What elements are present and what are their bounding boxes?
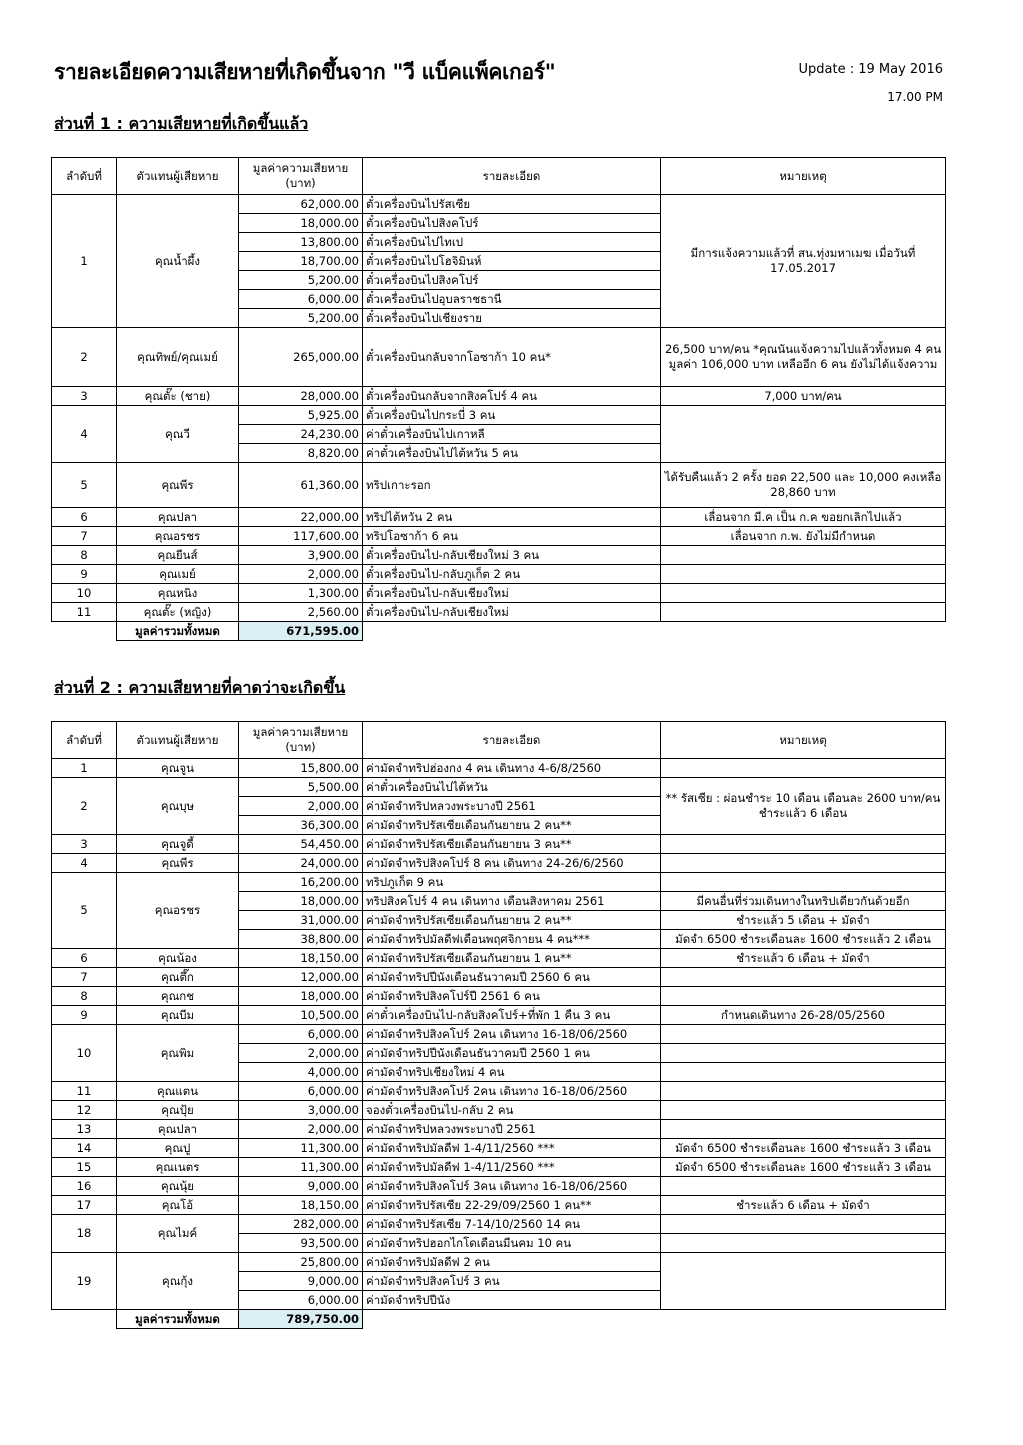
section-1-title: ส่วนที่ 1 : ความเสียหายที่เกิดขึ้นแล้ว [54, 114, 309, 133]
row-number: 17 [52, 1196, 117, 1215]
loss-detail: ค่าตั๋วเครื่องบินไปไต้หวัน [363, 778, 661, 797]
loss-value: 12,000.00 [239, 968, 363, 987]
table-row [52, 1215, 946, 1234]
loss-detail: ตั๋วเครื่องบินไปโฮจิมินห์ [363, 252, 661, 271]
loss-detail: ค่ามัดจำทริปมัลดีฟเดือนพฤศจิกายน 4 คน*** [363, 930, 661, 949]
loss-detail: ทริปภูเก็ต 9 คน [363, 873, 661, 892]
victim-name: คุณเมย์ [117, 565, 239, 584]
empty-cell [52, 1310, 117, 1329]
total-value: 671,595.00 [239, 622, 363, 641]
remark [661, 987, 946, 1006]
loss-value: 24,000.00 [239, 854, 363, 873]
remark [661, 546, 946, 565]
loss-value: 11,300.00 [239, 1139, 363, 1158]
loss-value: 265,000.00 [239, 328, 363, 387]
row-number: 2 [52, 778, 117, 835]
loss-value: 22,000.00 [239, 508, 363, 527]
loss-detail: ค่ามัดจำทริปรัสเซียเดือนกันยายน 3 คน** [363, 835, 661, 854]
loss-detail: ค่ามัดจำทริปหลวงพระบางปี 2561 [363, 797, 661, 816]
victim-name: คุณวี [117, 406, 239, 463]
victim-name: คุณตึ๊ก [117, 968, 239, 987]
header-value: มูลค่าความเสียหาย (บาท) [239, 722, 363, 759]
loss-value: 8,820.00 [239, 444, 363, 463]
loss-detail: ค่าตั๋วเครื่องบินไปไต้หวัน 5 คน [363, 444, 661, 463]
table-row [52, 835, 946, 854]
row-number: 5 [52, 873, 117, 949]
row-number: 8 [52, 987, 117, 1006]
section-1-table [51, 157, 946, 641]
table-row [52, 565, 946, 584]
update-time: 17.00 PM [887, 90, 943, 104]
table-row [52, 1025, 946, 1044]
table-row [52, 1177, 946, 1196]
header-no: ลำดับที่ [52, 722, 117, 759]
empty-cell [363, 622, 661, 641]
remark: เลื่อนจาก มี.ค เป็น ก.ค ขอยกเลิกไปแล้ว [661, 508, 946, 527]
loss-value: 28,000.00 [239, 387, 363, 406]
loss-value: 11,300.00 [239, 1158, 363, 1177]
table-row [52, 1120, 946, 1139]
remark [661, 835, 946, 854]
remark [661, 873, 946, 892]
remark [661, 406, 946, 463]
loss-value: 5,925.00 [239, 406, 363, 425]
remark [661, 1082, 946, 1101]
loss-detail: ค่ามัดจำทริปปีนังเดือนธันวาคมปี 2560 6 คน [363, 968, 661, 987]
table-row [52, 968, 946, 987]
row-number: 11 [52, 603, 117, 622]
row-number: 9 [52, 565, 117, 584]
remark: ชำระแล้ว 6 เดือน + มัดจำ [661, 1196, 946, 1215]
loss-detail: ค่ามัดจำทริปสิงคโปร์ 3 คน [363, 1272, 661, 1291]
loss-detail: ค่ามัดจำทริปสิงคโปร์ 2คน เดินทาง 16-18/06/2560 [363, 1025, 661, 1044]
loss-value: 6,000.00 [239, 1082, 363, 1101]
row-number: 2 [52, 328, 117, 387]
remark [661, 1025, 946, 1044]
loss-value: 3,900.00 [239, 546, 363, 565]
header-note: หมายเหตุ [661, 158, 946, 195]
remark: ได้รับคืนแล้ว 2 ครั้ง ยอด 22,500 และ 10,000 คงเหลือ 28,860 บาท [661, 463, 946, 508]
loss-value: 2,000.00 [239, 797, 363, 816]
remark [661, 603, 946, 622]
victim-name: คุณกุ้ง [117, 1253, 239, 1310]
row-number: 3 [52, 387, 117, 406]
loss-value: 5,200.00 [239, 309, 363, 328]
victim-name: คุณตั๊ะ (ชาย) [117, 387, 239, 406]
victim-name: คุณกช [117, 987, 239, 1006]
remark [661, 1120, 946, 1139]
loss-value: 2,000.00 [239, 1120, 363, 1139]
loss-detail: จองตั๋วเครื่องบินไป-กลับ 2 คน [363, 1101, 661, 1120]
remark: 7,000 บาท/คน [661, 387, 946, 406]
victim-name: คุณทิพย์/คุณเมย์ [117, 328, 239, 387]
victim-name: คุณหนิง [117, 584, 239, 603]
row-number: 19 [52, 1253, 117, 1310]
loss-detail: ทริปไต้หวัน 2 คน [363, 508, 661, 527]
table-row [52, 527, 946, 546]
loss-value: 2,000.00 [239, 1044, 363, 1063]
row-number: 6 [52, 949, 117, 968]
table-row [52, 508, 946, 527]
update-date: Update : 19 May 2016 [798, 62, 943, 77]
remark [661, 1215, 946, 1234]
remark [661, 759, 946, 778]
row-number: 8 [52, 546, 117, 565]
victim-name: คุณจูดี้ [117, 835, 239, 854]
victim-name: คุณพิม [117, 1025, 239, 1082]
loss-detail: ค่ามัดจำทริปปีนังเดือนธันวาคมปี 2560 1 คน [363, 1044, 661, 1063]
row-number: 4 [52, 406, 117, 463]
remark: ** รัสเซีย : ผ่อนชำระ 10 เดือน เดือนละ 2600 บาท/คน ชำระแล้ว 6 เดือน [661, 778, 946, 835]
header-detail: รายละเอียด [363, 158, 661, 195]
total-label: มูลค่ารวมทั้งหมด [117, 622, 239, 641]
row-number: 4 [52, 854, 117, 873]
loss-value: 6,000.00 [239, 1291, 363, 1310]
remark [661, 565, 946, 584]
loss-value: 18,000.00 [239, 892, 363, 911]
loss-detail: ค่ามัดจำทริปฮ่องกง 4 คน เดินทาง 4-6/8/2560 [363, 759, 661, 778]
loss-value: 62,000.00 [239, 195, 363, 214]
remark: มัดจำ 6500 ชำระเดือนละ 1600 ชำระแล้ว 3 เดือน [661, 1158, 946, 1177]
loss-detail: ทริปเกาะรอก [363, 463, 661, 508]
loss-value: 4,000.00 [239, 1063, 363, 1082]
row-number: 3 [52, 835, 117, 854]
table-row [52, 406, 946, 425]
loss-value: 9,000.00 [239, 1272, 363, 1291]
remark [661, 968, 946, 987]
section-2-title: ส่วนที่ 2 : ความเสียหายที่คาดว่าจะเกิดขึ้น [54, 678, 346, 697]
loss-detail: ค่ามัดจำทริปมัลดีฟ 1-4/11/2560 *** [363, 1139, 661, 1158]
table-row [52, 546, 946, 565]
table-row [52, 1006, 946, 1025]
table-row [52, 759, 946, 778]
empty-cell [661, 622, 946, 641]
victim-name: คุณไมค์ [117, 1215, 239, 1253]
row-number: 15 [52, 1158, 117, 1177]
row-number: 11 [52, 1082, 117, 1101]
loss-value: 9,000.00 [239, 1177, 363, 1196]
remark: ชำระแล้ว 5 เดือน + มัดจำ [661, 911, 946, 930]
victim-name: คุณนุ้ย [117, 1177, 239, 1196]
table-row [52, 387, 946, 406]
empty-cell [661, 1310, 946, 1329]
header-rep: ตัวแทนผู้เสียหาย [117, 722, 239, 759]
loss-detail: ตั๋วเครื่องบินไปเชียงราย [363, 309, 661, 328]
table-row [52, 1101, 946, 1120]
loss-value: 117,600.00 [239, 527, 363, 546]
loss-detail: ตั๋วเครื่องบินไป-กลับเชียงใหม่ [363, 584, 661, 603]
table-row [52, 873, 946, 892]
loss-detail: ค่ามัดจำทริปมัลดีฟ 2 คน [363, 1253, 661, 1272]
loss-value: 2,000.00 [239, 565, 363, 584]
total-value: 789,750.00 [239, 1310, 363, 1329]
victim-name: คุณยีนส์ [117, 546, 239, 565]
total-label: มูลค่ารวมทั้งหมด [117, 1310, 239, 1329]
victim-name: คุณโอ้ [117, 1196, 239, 1215]
total-row [52, 1310, 946, 1329]
loss-detail: ค่ามัดจำทริปสิงคโปร์ 3คน เดินทาง 16-18/06/2560 [363, 1177, 661, 1196]
loss-detail: ค่ามัดจำทริปหลวงพระบางปี 2561 [363, 1120, 661, 1139]
remark [661, 854, 946, 873]
table-header-row [52, 158, 946, 195]
loss-detail: ตั๋วเครื่องบินกลับจากโอซาก้า 10 คน* [363, 328, 661, 387]
remark [661, 1044, 946, 1063]
table-row [52, 195, 946, 214]
remark: 26,500 บาท/คน *คุณนันแจ้งความไปแล้วทั้งหมด 4 คน มูลค่า 106,000 บาท เหลืออีก 6 คน ยังไม่ได้แจ้งความ [661, 328, 946, 387]
row-number: 18 [52, 1215, 117, 1253]
loss-value: 25,800.00 [239, 1253, 363, 1272]
table-row [52, 949, 946, 968]
table-row [52, 463, 946, 508]
row-number: 16 [52, 1177, 117, 1196]
table-row [52, 778, 946, 797]
remark [661, 1101, 946, 1120]
loss-detail: ตั๋วเครื่องบินไปอุบลราชธานี [363, 290, 661, 309]
row-number: 12 [52, 1101, 117, 1120]
row-number: 7 [52, 527, 117, 546]
loss-detail: ค่ามัดจำทริปรัสเซียเดือนกันยายน 1 คน** [363, 949, 661, 968]
loss-detail: ค่ามัดจำทริปรัสเซียเดือนกันยายน 2 คน** [363, 911, 661, 930]
table-row [52, 1082, 946, 1101]
table-row [52, 1253, 946, 1272]
loss-detail: ตั๋วเครื่องบินไปกระบี่ 3 คน [363, 406, 661, 425]
empty-cell [363, 1310, 661, 1329]
loss-detail: ตั๋วเครื่องบินไปสิงคโปร์ [363, 214, 661, 233]
loss-detail: ตั๋วเครื่องบินไป-กลับเชียงใหม่ [363, 603, 661, 622]
remark: มีคนอื่นที่ร่วมเดินทางในทริปเดียวกันด้วยอีก [661, 892, 946, 911]
row-number: 14 [52, 1139, 117, 1158]
table-row [52, 987, 946, 1006]
loss-value: 5,200.00 [239, 271, 363, 290]
section-2-table [51, 721, 946, 1329]
victim-name: คุณน้ำผึ้ง [117, 195, 239, 328]
remark [661, 1177, 946, 1196]
victim-name: คุณอรชร [117, 527, 239, 546]
victim-name: คุณอรชร [117, 873, 239, 949]
header-note: หมายเหตุ [661, 722, 946, 759]
victim-name: คุณพีร [117, 463, 239, 508]
remark [661, 1234, 946, 1253]
row-number: 1 [52, 195, 117, 328]
loss-detail: ตั๋วเครื่องบินกลับจากสิงคโปร์ 4 คน [363, 387, 661, 406]
loss-value: 38,800.00 [239, 930, 363, 949]
loss-value: 10,500.00 [239, 1006, 363, 1025]
row-number: 6 [52, 508, 117, 527]
header-rep: ตัวแทนผู้เสียหาย [117, 158, 239, 195]
loss-value: 15,800.00 [239, 759, 363, 778]
remark: มีการแจ้งความแล้วที่ สน.ทุ่งมหาเมฆ เมื่อวันที่ 17.05.2017 [661, 195, 946, 328]
row-number: 10 [52, 1025, 117, 1082]
loss-detail: ค่ามัดจำทริปสิงคโปร์ 8 คน เดินทาง 24-26/6/2560 [363, 854, 661, 873]
loss-detail: ค่ามัดจำทริปสิงคโปร์ 2คน เดินทาง 16-18/06/2560 [363, 1082, 661, 1101]
victim-name: คุณบุษ [117, 778, 239, 835]
loss-value: 18,000.00 [239, 214, 363, 233]
victim-name: คุณแตน [117, 1082, 239, 1101]
loss-detail: ค่ามัดจำทริปปีนัง [363, 1291, 661, 1310]
table-row [52, 1158, 946, 1177]
loss-detail: ค่าตั๋วเครื่องบินไปเกาหลี [363, 425, 661, 444]
loss-value: 5,500.00 [239, 778, 363, 797]
victim-name: คุณปลา [117, 508, 239, 527]
table-row [52, 584, 946, 603]
page-title: รายละเอียดความเสียหายที่เกิดขึ้นจาก "วี แบ็คแพ็คเกอร์" [54, 60, 556, 84]
loss-detail: ค่ามัดจำทริปรัสเซียเดือนกันยายน 2 คน** [363, 816, 661, 835]
remark: มัดจำ 6500 ชำระเดือนละ 1600 ชำระแล้ว 2 เดือน [661, 930, 946, 949]
victim-name: คุณปู [117, 1139, 239, 1158]
loss-value: 282,000.00 [239, 1215, 363, 1234]
header-value: มูลค่าความเสียหาย (บาท) [239, 158, 363, 195]
loss-value: 13,800.00 [239, 233, 363, 252]
row-number: 7 [52, 968, 117, 987]
empty-cell [52, 622, 117, 641]
loss-detail: ค่ามัดจำทริปรัสเซีย 7-14/10/2560 14 คน [363, 1215, 661, 1234]
loss-value: 18,150.00 [239, 949, 363, 968]
loss-value: 36,300.00 [239, 816, 363, 835]
row-number: 1 [52, 759, 117, 778]
section-2-body [52, 759, 946, 1329]
loss-detail: ค่ามัดจำทริปฮอกไกโดเดือนมีนคม 10 คน [363, 1234, 661, 1253]
loss-detail: ค่าตั๋วเครื่องบินไป-กลับสิงคโปร์+ที่พัก 1 คืน 3 คน [363, 1006, 661, 1025]
loss-detail: ค่ามัดจำทริปสิงคโปร์ปี 2561 6 คน [363, 987, 661, 1006]
table-header-row [52, 722, 946, 759]
loss-value: 6,000.00 [239, 290, 363, 309]
victim-name: คุณน้อง [117, 949, 239, 968]
loss-value: 6,000.00 [239, 1025, 363, 1044]
loss-value: 2,560.00 [239, 603, 363, 622]
total-row [52, 622, 946, 641]
loss-value: 18,150.00 [239, 1196, 363, 1215]
loss-detail: ค่ามัดจำทริปเชียงใหม่ 4 คน [363, 1063, 661, 1082]
table-row [52, 603, 946, 622]
victim-name: คุณเนตร [117, 1158, 239, 1177]
remark [661, 1253, 946, 1310]
victim-name: คุณตั๊ะ (หญิง) [117, 603, 239, 622]
remark: มัดจำ 6500 ชำระเดือนละ 1600 ชำระแล้ว 3 เดือน [661, 1139, 946, 1158]
loss-value: 3,000.00 [239, 1101, 363, 1120]
victim-name: คุณพีร [117, 854, 239, 873]
loss-detail: ตั๋วเครื่องบินไปรัสเซีย [363, 195, 661, 214]
loss-value: 18,000.00 [239, 987, 363, 1006]
loss-value: 16,200.00 [239, 873, 363, 892]
loss-value: 1,300.00 [239, 584, 363, 603]
header-detail: รายละเอียด [363, 722, 661, 759]
table-row [52, 1139, 946, 1158]
row-number: 9 [52, 1006, 117, 1025]
remark: ชำระแล้ว 6 เดือน + มัดจำ [661, 949, 946, 968]
loss-value: 31,000.00 [239, 911, 363, 930]
table-row [52, 328, 946, 387]
loss-detail: ตั๋วเครื่องบินไป-กลับภูเก็ต 2 คน [363, 565, 661, 584]
victim-name: คุณปุ้ย [117, 1101, 239, 1120]
loss-detail: ตั๋วเครื่องบินไปไทเป [363, 233, 661, 252]
header-no: ลำดับที่ [52, 158, 117, 195]
loss-value: 24,230.00 [239, 425, 363, 444]
victim-name: คุณบีม [117, 1006, 239, 1025]
row-number: 10 [52, 584, 117, 603]
loss-value: 18,700.00 [239, 252, 363, 271]
loss-detail: ค่ามัดจำทริปมัลดีฟ 1-4/11/2560 *** [363, 1158, 661, 1177]
table-row [52, 1196, 946, 1215]
loss-detail: ทริปสิงคโปร์ 4 คน เดินทาง เดือนสิงหาคม 2561 [363, 892, 661, 911]
loss-detail: ตั๋วเครื่องบินไป-กลับเชียงใหม่ 3 คน [363, 546, 661, 565]
section-1-body [52, 195, 946, 641]
victim-name: คุณจูน [117, 759, 239, 778]
loss-detail: ทริปโอซาก้า 6 คน [363, 527, 661, 546]
remark [661, 1063, 946, 1082]
row-number: 13 [52, 1120, 117, 1139]
loss-value: 61,360.00 [239, 463, 363, 508]
remark: กำหนดเดินทาง 26-28/05/2560 [661, 1006, 946, 1025]
remark: เลื่อนจาก ก.พ. ยังไม่มีกำหนด [661, 527, 946, 546]
loss-detail: ค่ามัดจำทริปรัสเซีย 22-29/09/2560 1 คน** [363, 1196, 661, 1215]
remark [661, 584, 946, 603]
victim-name: คุณปลา [117, 1120, 239, 1139]
row-number: 5 [52, 463, 117, 508]
loss-value: 54,450.00 [239, 835, 363, 854]
table-row [52, 854, 946, 873]
loss-detail: ตั๋วเครื่องบินไปสิงคโปร์ [363, 271, 661, 290]
loss-value: 93,500.00 [239, 1234, 363, 1253]
